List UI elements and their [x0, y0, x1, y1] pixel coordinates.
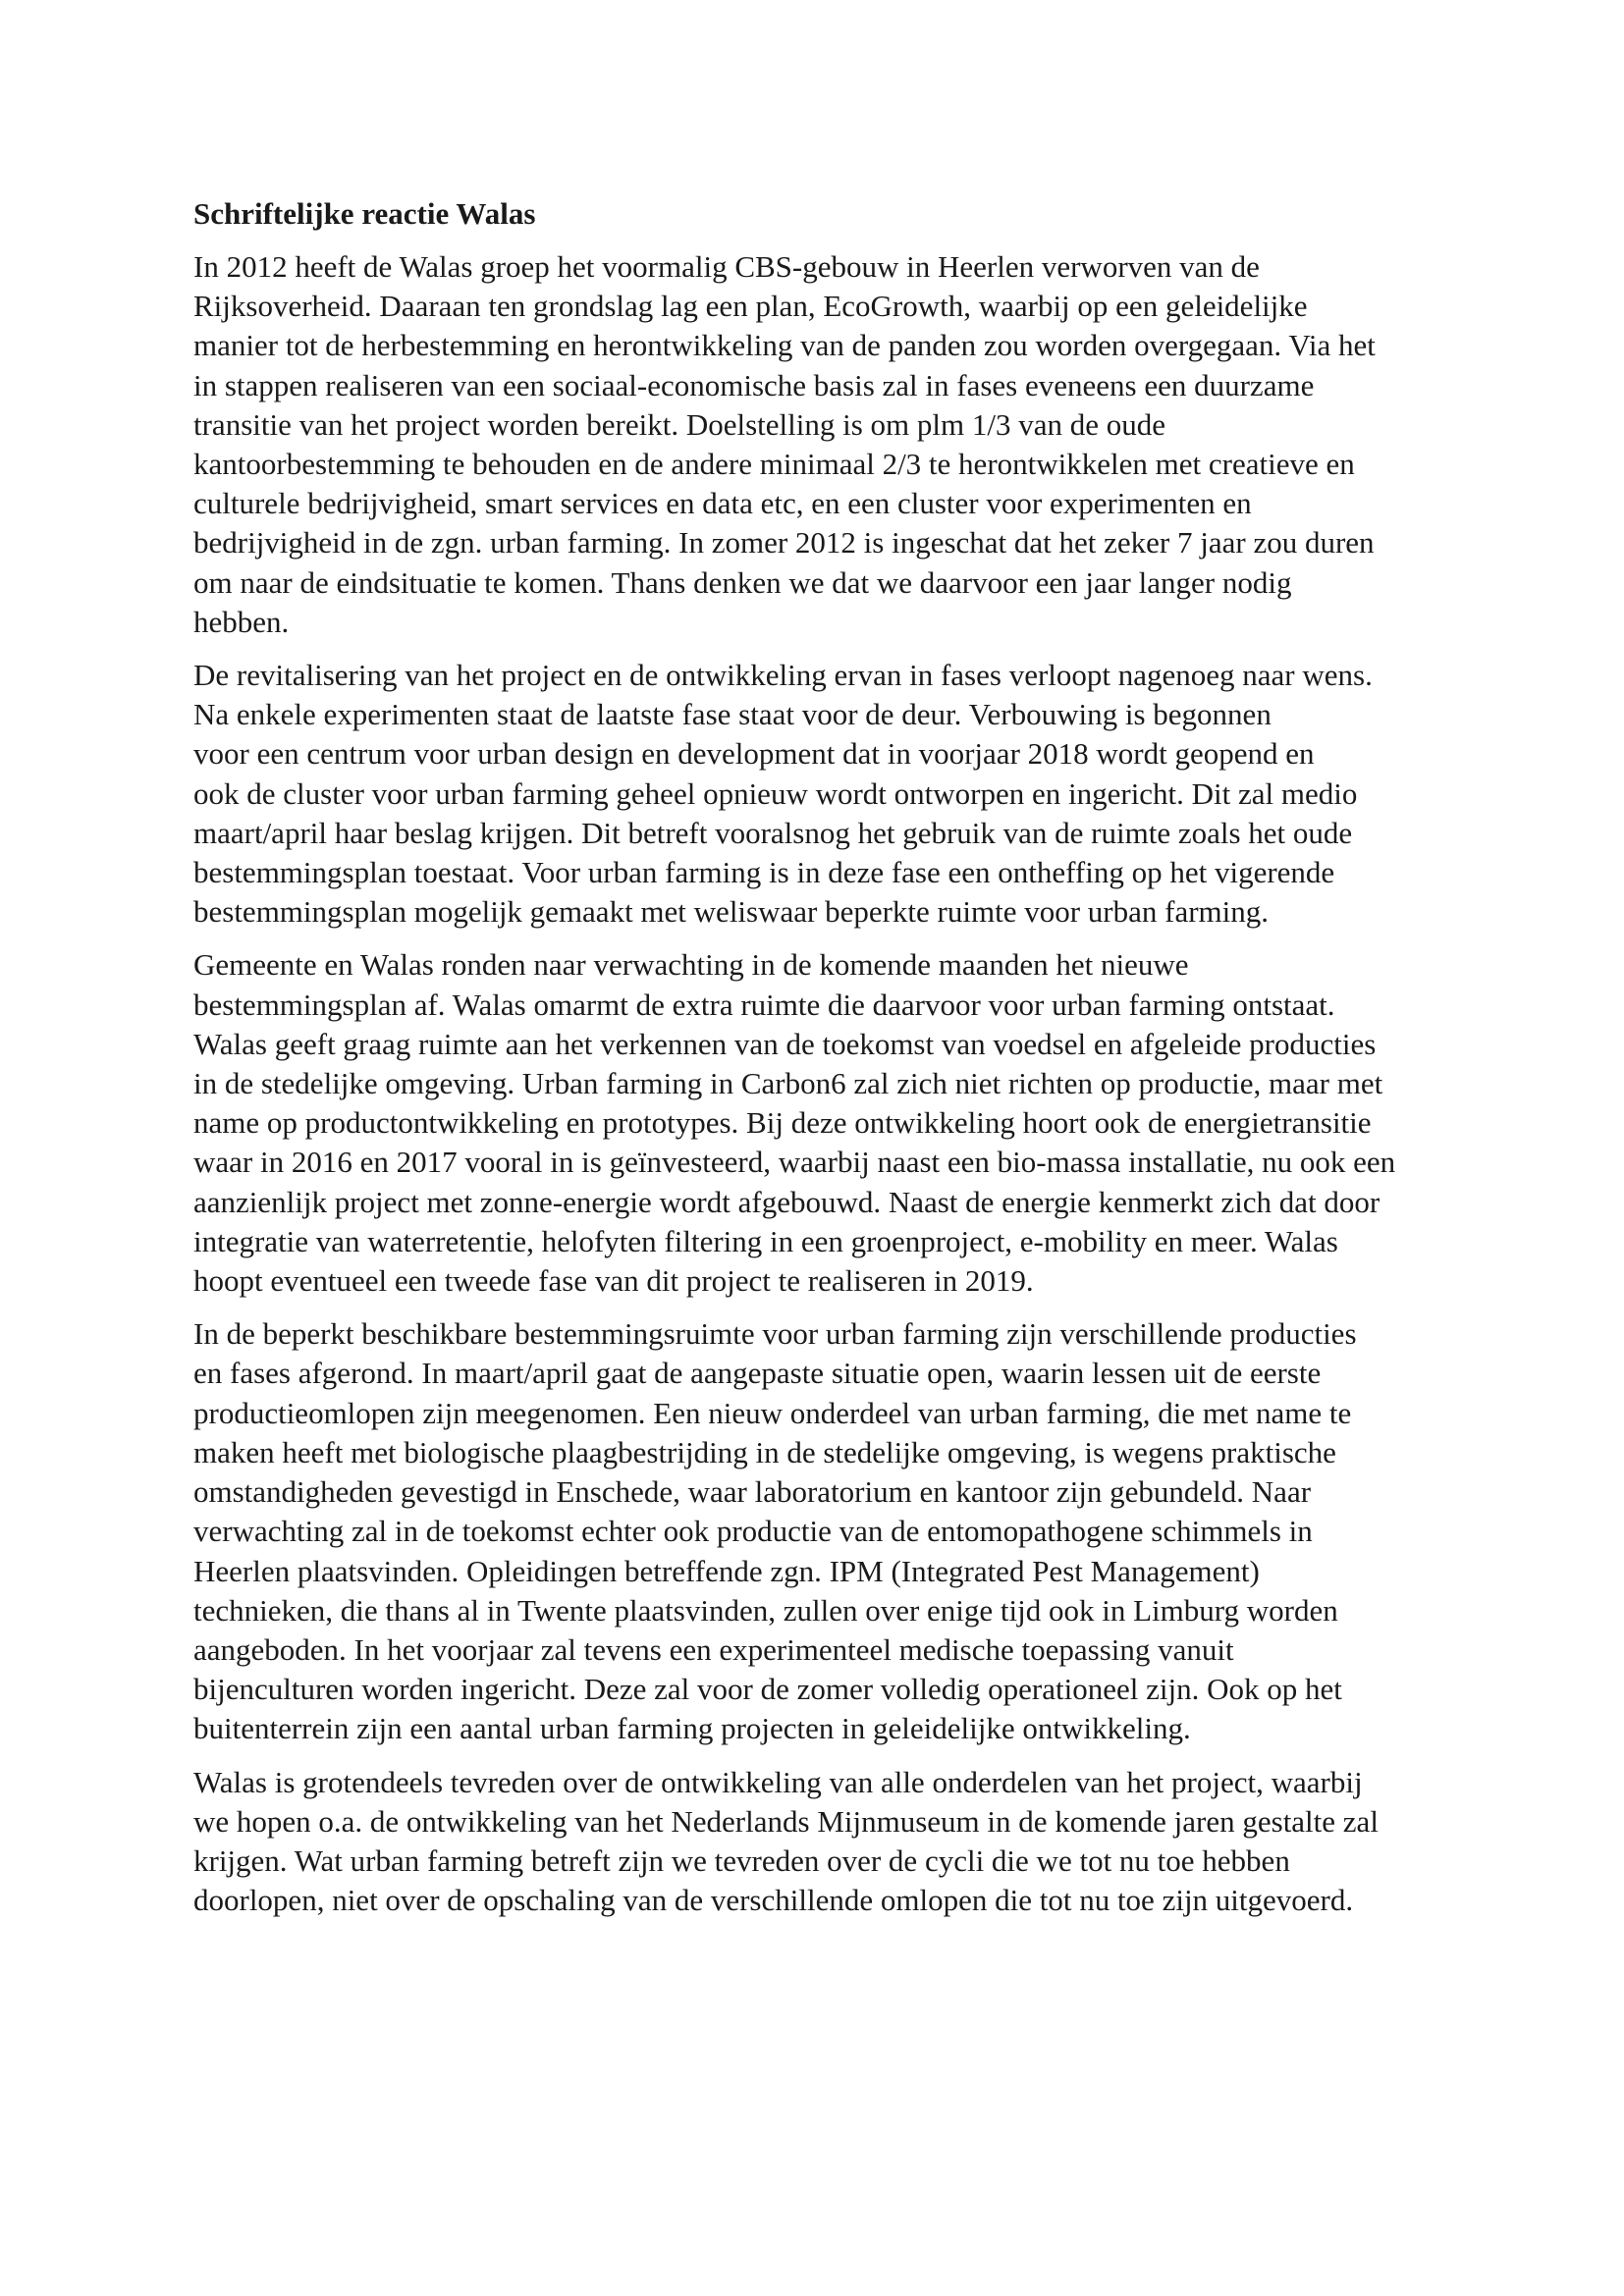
paragraph-line: en fases afgerond. In maart/april gaat de aangepaste situatie open, waarin lessen uit de eerste	[193, 1356, 1322, 1391]
paragraph-line: manier tot de herbestemming en herontwikkeling van de panden zou worden overgegaan. Via het	[193, 328, 1376, 363]
paragraph-line: De revitalisering van het project en de ontwikkeling ervan in fases verloopt nagenoeg naar wens.	[193, 658, 1373, 693]
paragraph-line: integratie van waterretentie, helofyten filtering in een groenproject, e-mobility en meer. Walas	[193, 1223, 1338, 1258]
paragraph-line: waar in 2016 en 2017 vooral in is geïnvesteerd, waarbij naast een bio-massa installatie, nu ook een	[193, 1145, 1396, 1180]
paragraph-line: hoopt eventueel een tweede fase van dit project te realiseren in 2019.	[193, 1263, 1034, 1299]
paragraph-5	[193, 1763, 1435, 1921]
paragraph-line: Gemeente en Walas ronden naar verwachting in de komende maanden het nieuwe	[193, 947, 1189, 983]
paragraph-line: krijgen. Wat urban farming betreft zijn we tevreden over de cycli die we tot nu toe hebben	[193, 1842, 1290, 1878]
paragraph-line: In de beperkt beschikbare bestemmingsruimte voor urban farming zijn verschillende producties	[193, 1316, 1357, 1352]
paragraph-line: bestemmingsplan mogelijk gemaakt met weliswaar beperkte ruimte voor urban farming.	[193, 894, 1270, 930]
paragraph-line: we hopen o.a. de ontwikkeling van het Nederlands Mijnmuseum in de komende jaren gestalte zal	[193, 1803, 1379, 1839]
paragraph-line: hebben.	[193, 604, 290, 639]
paragraph-line: bestemmingsplan af. Walas omarmt de extra ruimte die daarvoor voor urban farming ontstaat.	[193, 987, 1335, 1022]
paragraph-line: bedrijvigheid in de zgn. urban farming. In zomer 2012 is ingeschat dat het zeker 7 jaar zou duren	[193, 525, 1375, 561]
paragraph-line: in stappen realiseren van een sociaal-economische basis zal in fases eveneens een duurzame	[193, 367, 1315, 402]
paragraph-line: buitenterrein zijn een aantal urban farming projecten in geleidelijke ontwikkeling.	[193, 1711, 1191, 1746]
paragraph-3	[193, 945, 1435, 1301]
paragraph-line: Na enkele experimenten staat de laatste fase staat voor de deur. Verbouwing is begonnen	[193, 697, 1272, 732]
paragraph-line: aangeboden. In het voorjaar zal tevens een experimenteel medische toepassing vanuit	[193, 1631, 1234, 1667]
paragraph-line: bestemmingsplan toestaat. Voor urban farming is in deze fase een ontheffing op het vigerende	[193, 855, 1335, 890]
paragraph-line: Heerlen plaatsvinden. Opleidingen betreffende zgn. IPM (Integrated Pest Management)	[193, 1553, 1260, 1588]
paragraph-line: Walas geeft graag ruimte aan het verkennen van de toekomst van voedsel en afgeleide producties	[193, 1026, 1377, 1061]
paragraph-line: transitie van het project worden bereikt. Doelstelling is om plm 1/3 van de oude	[193, 406, 1166, 442]
paragraph-line: voor een centrum voor urban design en development dat in voorjaar 2018 wordt geopend en	[193, 736, 1315, 772]
paragraph-line: In 2012 heeft de Walas groep het voormalig CBS-gebouw in Heerlen verworven van de	[193, 249, 1260, 284]
paragraph-line: Walas is grotendeels tevreden over de ontwikkeling van alle onderdelen van het project, waarbij	[193, 1764, 1363, 1799]
paragraph-line: bijenculturen worden ingericht. Deze zal voor de zomer volledig operationeel zijn. Ook op het	[193, 1672, 1342, 1707]
paragraph-line: verwachting zal in de toekomst echter ook productie van de entomopathogene schimmels in	[193, 1514, 1313, 1549]
paragraph-line: productieomlopen zijn meegenomen. Een nieuw onderdeel van urban farming, die met name te	[193, 1395, 1352, 1430]
paragraph-4	[193, 1314, 1435, 1748]
paragraph-line: name op productontwikkeling en prototypes. Bij deze ontwikkeling hoort ook de energietransitie	[193, 1105, 1372, 1141]
paragraph-line: maken heeft met biologische plaagbestrijding in de stedelijke omgeving, is wegens praktische	[193, 1434, 1336, 1469]
paragraph-line: ook de cluster voor urban farming geheel opnieuw wordt ontworpen en ingericht. Dit zal medio	[193, 775, 1358, 811]
paragraph-line: culturele bedrijvigheid, smart services en data etc, en een cluster voor experimenten en	[193, 486, 1252, 521]
paragraph-line: Rijksoverheid. Daaraan ten grondslag lag een plan, EcoGrowth, waarbij op een geleidelijke	[193, 289, 1308, 324]
paragraph-line: technieken, die thans al in Twente plaatsvinden, zullen over enige tijd ook in Limburg worden	[193, 1592, 1338, 1628]
paragraph-line: in de stedelijke omgeving. Urban farming in Carbon6 zal zich niet richten op productie, maar met	[193, 1066, 1383, 1101]
paragraph-line: maart/april haar beslag krijgen. Dit betreft vooralsnog het gebruik van de ruimte zoals het oude	[193, 815, 1353, 850]
paragraph-line: om naar de eindsituatie te komen. Thans denken we dat we daarvoor een jaar langer nodig	[193, 564, 1292, 600]
document-title: Schriftelijke reactie Walas	[193, 196, 536, 231]
paragraph-line: omstandigheden gevestigd in Enschede, waar laboratorium en kantoor zijn gebundeld. Naar	[193, 1474, 1312, 1510]
paragraph-list	[193, 247, 1435, 1920]
paragraph-1	[193, 247, 1435, 642]
paragraph-line: doorlopen, niet over de opschaling van de verschillende omlopen die tot nu toe zijn uitgevoerd.	[193, 1883, 1354, 1918]
document-body	[193, 194, 1435, 1934]
paragraph-line: kantoorbestemming te behouden en de andere minimaal 2/3 te herontwikkelen met creatieve en	[193, 447, 1355, 482]
paragraph-line: aanzienlijk project met zonne-energie wordt afgebouwd. Naast de energie kenmerkt zich dat door	[193, 1184, 1380, 1219]
paragraph-2	[193, 656, 1435, 932]
